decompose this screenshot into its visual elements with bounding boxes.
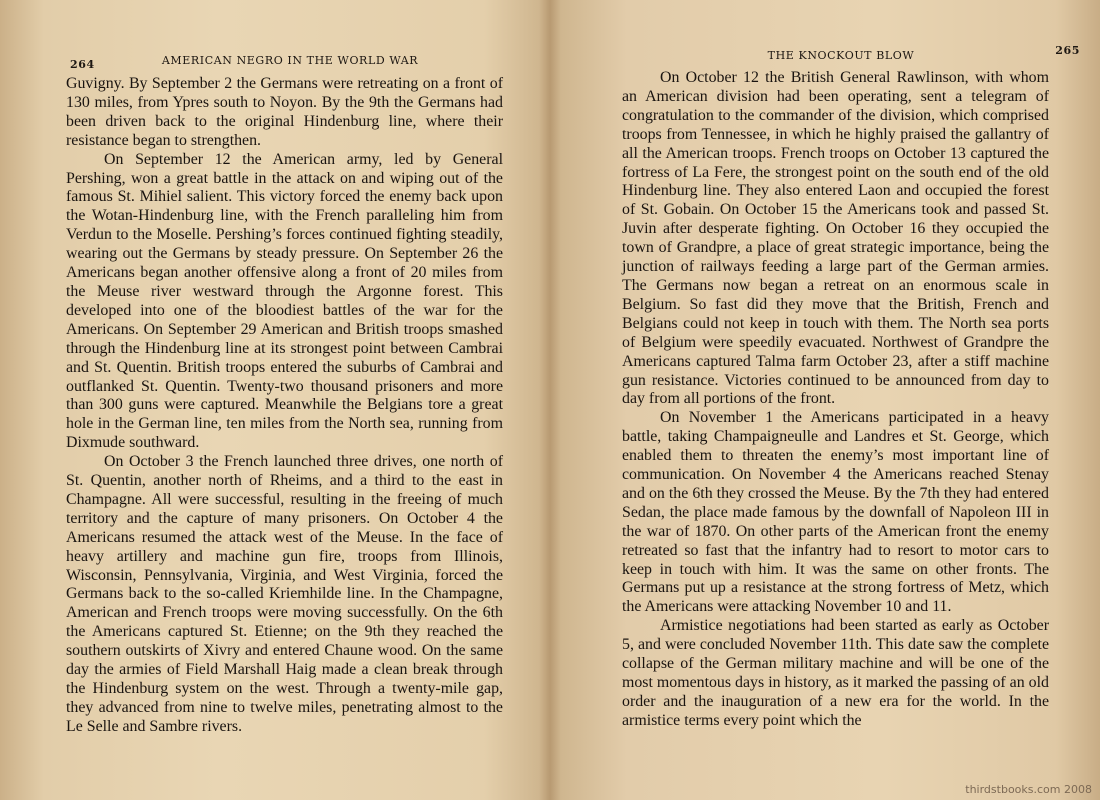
left-page-number: 264 xyxy=(70,58,95,71)
left-running-head: AMERICAN NEGRO IN THE WORLD WAR xyxy=(161,54,419,67)
left-page-body xyxy=(66,75,503,737)
left-page-header xyxy=(70,54,510,70)
right-page-header xyxy=(612,44,1080,70)
right-page-number: 265 xyxy=(1055,44,1080,57)
right-paragraph-1: On October 12 the British General Rawlinson, with whom an American division had been operating, sent a telegram of congratulation to the commander of the division, which comprised troops from Tennessee, in which he highly praised the gallantry of all the American troops. French troops on October 13 captured the fortress of La Fere, the strongest point on the south end of the old Hindenburg line. They also entered Laon and occupied the forest of St. Gobain. On October 15 the Americans took and passed St. Juvin after desperate fighting. On October 16 they occupied the town of Grandpre, a place of great strategic importance, being the junction of railways feeding a large part of the German armies. The Germans now began a retreat on an enormous scale in Belgium. So fast did they move that the British, French and Belgians could not keep in touch with them. The North sea ports of Belgium were speedily evacuated. Northwest of Grandpre the Americans captured Talma farm October 23, after a stiff machine gun resistance. Victories continued to be announced from day to day from all portions of the front. xyxy=(622,69,1049,408)
left-paragraph-3: On October 3 the French launched three drives, one north of St. Quentin, another north of Rheims, and a third to the east in Champagne. All were successful, resulting in the freeing of much territory and the capture of many prisoners. On October 4 the Americans resumed the attack west of the Meuse. In the face of heavy artillery and machine gun fire, troops from Illinois, Wisconsin, Pennsylvania, Virginia, and West Virginia, forced the Germans back to the so-called Kriemhilde line. In the Champagne, American and French troops were moving successfully. On the 6th the Americans captured St. Etienne; on the 9th they reached the southern outskirts of Xivry and entered Chaune wood. On the same day the armies of Field Marshall Haig made a clean break through the Hindenburg system on the west. Through a twenty-mile gap, they advanced from nine to twelve miles, penetrating almost to the Le Selle and Sambre rivers. xyxy=(66,453,503,735)
right-page xyxy=(552,0,1100,800)
right-running-head: THE KNOCKOUT BLOW xyxy=(767,49,915,62)
left-paragraph-2: On September 12 the American army, led by General Pershing, won a great battle in the attack on and wiping out of the famous St. Mihiel salient. This victory forced the enemy back upon the Wotan-Hindenburg line, with the French paralleling him from Verdun to the Moselle. Pershing’s forces continued fighting steadily, wearing out the Germans by steady pressure. On September 26 the Americans began another offensive along a front of 20 miles from the Meuse river westward through the Argonne forest. This developed into one of the bloodiest battles of the war for the Americans. On September 29 American and British troops smashed through the Hindenburg line at its strongest point between Cambrai and St. Quentin. British troops entered the suburbs of Cambrai and outflanked St. Quentin. Twenty-two thousand prisoners and more than 300 guns were captured. Meanwhile the Belgians tore a great hole in the German line, ten miles from the North sea, running from Dixmude southward. xyxy=(66,150,503,452)
left-page xyxy=(0,0,548,800)
right-paragraph-2: On November 1 the Americans participated in a heavy battle, taking Champaigneulle and Landres et St. George, which enabled them to threaten the enemy’s most important line of communication. On November 4 the Americans reached Stenay and on the 6th they crossed the Meuse. By the 7th they had entered Sedan, the place made famous by the downfall of Napoleon III in the war of 1870. On other parts of the American front the enemy retreated so fast that the infantry had to resort to motor cars to keep in touch with him. It was the same on other fronts. The Germans put up a resistance at the strong fortress of Metz, which the Americans were attacking November 10 and 11. xyxy=(622,409,1049,616)
watermark-text: thirdstbooks.com 2008 xyxy=(965,783,1092,796)
left-paragraph-1: Guvigny. By September 2 the Germans were retreating on a front of 130 miles, from Ypres south to Noyon. By the 9th the Germans had been driven back to the original Hindenburg line, where their resistance began to strengthen. xyxy=(66,75,503,149)
right-page-body xyxy=(622,69,1049,731)
right-paragraph-3: Armistice negotiations had been started as early as October 5, and were concluded November 11th. This date saw the complete collapse of the German military machine and will be one of the most momentous days in history, as it marked the passing of an old order and the inauguration of a new era for the world. In the armistice terms every point which the xyxy=(622,617,1049,729)
